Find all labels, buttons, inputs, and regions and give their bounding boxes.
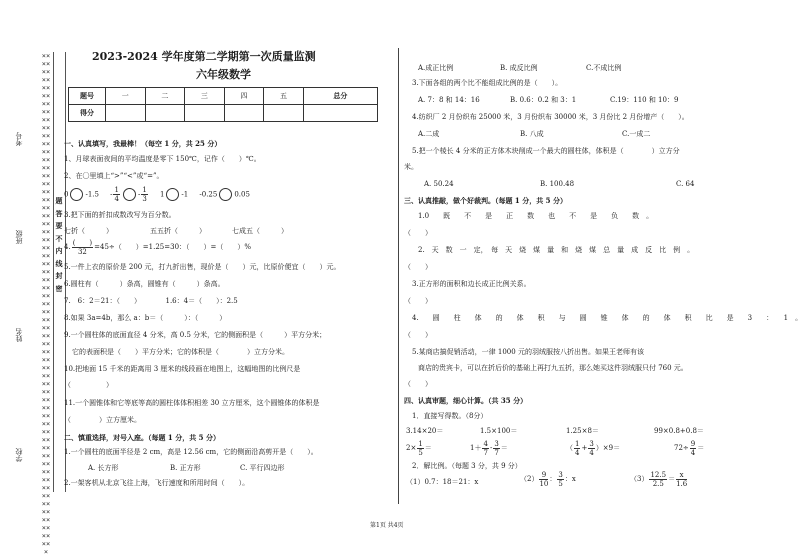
score-header-cell: 一 (106, 88, 146, 105)
choice-3-option-c[interactable]: C.19：110 和 10：9 (610, 96, 679, 104)
choice-question-5-line-2: 米。 (404, 163, 418, 171)
judge-2: 2. 天 数 一 定， 每 天 烧 煤 量 和 烧 煤 总 量 成 反 比 例 。 (418, 246, 695, 254)
question-number: 4. (64, 243, 71, 251)
compare-value: -0.25 (199, 190, 218, 199)
fraction (588, 440, 594, 457)
fraction (690, 440, 696, 457)
numerator: ( ) (72, 238, 93, 247)
question-2: 2、在〇里填上“>”“<”或“=”。 (64, 172, 164, 180)
question-6: 6.圆柱有（ ）条高，圆锥有（ ）条高。 (64, 280, 225, 288)
score-header-cell: 题号 (69, 88, 106, 105)
calc-part-2-title: 2．解比例。（每题 3 分，共 9 分） (412, 462, 522, 470)
question-10-line-1: 10.把地面 15 千米的距离用 3 厘米的线段画在地图上，这幅地图的比例尺是 (64, 365, 301, 373)
score-cell[interactable] (303, 105, 377, 122)
numerator: 1 (418, 439, 423, 448)
question-3a: 七折（ ） (64, 227, 113, 235)
choice-2-option-c[interactable]: C.不成比例 (586, 64, 622, 72)
judge-1: 1.0 既 不 是 正 数 也 不 是 负 数 。 (418, 212, 654, 220)
choice-5-option-c[interactable]: C. 64 (676, 180, 695, 188)
choice-2-option-b[interactable]: B. 成反比例 (500, 64, 538, 72)
judge-2-answer[interactable]: （ ） (404, 263, 432, 271)
compare-circle[interactable] (70, 188, 83, 201)
column-divider (398, 48, 399, 504)
fraction (482, 440, 488, 457)
numerator: x (676, 471, 687, 480)
score-header-cell: 二 (145, 88, 185, 105)
strip-char: 线 (55, 259, 63, 268)
denominator: 10 (539, 479, 549, 488)
question-2-comparisons (64, 186, 250, 203)
calc-item: 99×0.8+0.8＝ (654, 427, 704, 435)
label-class: 班级 (15, 230, 23, 244)
compare-value: -1.5 (85, 190, 99, 199)
choice-4-option-c[interactable]: C.一成二 (622, 130, 651, 138)
question-8: 8.如果 3a=4b，那么 a：b＝（ ）：（ ） (64, 314, 227, 322)
fraction (72, 239, 93, 256)
judge-5-line-2: 商店的贵宾卡，可以在折后价的基础上再打九五折，那么她买这件羽绒服只付 760 元。 (418, 364, 688, 372)
score-header-cell: 五 (264, 88, 304, 105)
denominator: 4 (589, 448, 594, 457)
strip-char: 题 (55, 197, 63, 205)
numerator: 3 (494, 439, 499, 448)
denominator: 2.5 (652, 479, 664, 488)
calc-part-1-title: 1．直接写得数。（8分） (412, 412, 488, 420)
fraction (141, 186, 147, 203)
page-title: 2023-2024 学年度第二学期第一次质量监测 (92, 50, 316, 63)
section-2-title: 二、慎重选择，对号入座。（每题 1 分，共 5 分） (64, 433, 220, 442)
choice-5-option-a[interactable]: A. 50.24 (424, 180, 454, 188)
minus-sign: - (137, 190, 141, 199)
calc-item-fraction: 1＋ $\frac{4}{7}$ - $\frac{3}{7}$ ＝ (470, 439, 508, 457)
strip-char: 答 (55, 209, 63, 218)
judge-4-answer[interactable]: （ ） (404, 331, 432, 339)
score-cell[interactable] (145, 105, 185, 122)
choice-5-option-b[interactable]: B. 100.48 (540, 180, 575, 188)
choice-3-option-b[interactable]: B. 0.6：0.2 和 3：1 (510, 96, 577, 104)
numerator: 9 (539, 471, 548, 480)
denominator: 1.6 (676, 479, 688, 488)
question-10-line-2: （ ） (64, 381, 113, 389)
minus-sign: - (110, 190, 113, 199)
calc-text: ）×9＝ (595, 444, 621, 452)
score-cell[interactable] (224, 105, 264, 122)
fraction (676, 471, 687, 488)
choice-question-5-line-1: 5.把一个棱长 4 分米的正方体木块削成一个最大的圆柱体，体积是（ ）立方分 (412, 147, 680, 155)
score-row-label: 得分 (69, 105, 106, 122)
numerator: 9 (690, 439, 696, 448)
choice-4-option-a[interactable]: A.二成 (418, 130, 440, 138)
judge-1-answer[interactable]: （ ） (404, 229, 432, 237)
compare-value: 0 (64, 190, 69, 199)
calc-item: 1.5×100＝ (480, 427, 518, 435)
compare-circle[interactable] (219, 188, 232, 201)
compare-value: -1 (181, 190, 189, 199)
question-4 (64, 236, 251, 258)
denominator: 4 (690, 448, 696, 457)
choice-1-option-a[interactable]: A. 长方形 (88, 464, 119, 472)
calc-text: （ (566, 444, 573, 452)
calc-text: （3） (630, 475, 649, 483)
numerator: 1 (114, 186, 119, 194)
question-11-line-1: 11.一个圆锥体和它等底等高的圆柱体体积相差 30 立方厘米，这个圆锥体的体积是 (64, 399, 320, 407)
proportion-2: （2） $\frac{9}{10}$ ： $\frac{3}{5}$ ：x (520, 470, 576, 488)
denominator: 5 (418, 448, 423, 457)
page-subtitle: 六年级数学 (196, 68, 251, 81)
choice-question-1: 1.一个圆柱的底面半径是 2 cm，高是 12.56 cm，它的侧面沿高剪开是（ ）。 (64, 448, 318, 456)
choice-3-option-a[interactable]: A. 7：8 和 14：16 (418, 96, 480, 104)
strip-char: 内 (55, 247, 63, 255)
numerator: 1 (575, 439, 580, 448)
score-cell[interactable] (264, 105, 304, 122)
fraction (113, 186, 119, 203)
proportion-3: （3） $\frac{12.5}{2.5}$ ＝ $\frac{x}{1.6}$ (630, 470, 688, 488)
score-header-cell: 三 (185, 88, 225, 105)
strip-char: 要 (55, 222, 63, 230)
fraction (417, 440, 423, 457)
calc-item: 1.25×8＝ (566, 427, 599, 435)
judge-5-line-1: 5.某商店搞促销活动，一律 1000 元的羽绒服按八折出售。如果王老师有该 (412, 348, 644, 356)
choice-1-option-b[interactable]: B. 正方形 (170, 464, 201, 472)
judge-4: 4. 圆 柱 体 的 体 积 与 圆 锥 体 的 体 积 比 是 3 ： 1 。 (412, 314, 802, 322)
judge-3-answer[interactable]: （ ） (404, 297, 432, 305)
choice-question-3: 3.下面各组的两个比不能组成比例的是（ ）。 (412, 79, 563, 87)
question-3c: 七成五（ ） (232, 227, 288, 235)
denominator: 7 (483, 448, 488, 457)
score-header-cell: 总分 (303, 88, 377, 105)
label-exam-number: 考号 (15, 132, 23, 146)
calc-text: 1＋ (470, 444, 482, 452)
numerator: 1 (142, 186, 147, 194)
denominator: 4 (575, 448, 580, 457)
calc-item-fraction: 2× $\frac{1}{5}$ ＝ (406, 439, 432, 457)
fraction (493, 440, 499, 457)
judge-5-answer[interactable]: （ ） (404, 380, 432, 388)
section-1-title: 一、认真填写，我最棒！（每空 1 分，共 25 分） (64, 139, 222, 148)
question-11-line-2: （ ）立方厘米。 (64, 416, 141, 424)
fraction (539, 471, 548, 488)
question-5: 5.一件上衣的原价是 200 元，打九折出售，现价是（ ）元，比原价便宜（ ）元。 (64, 263, 341, 271)
strip-char: 密 (55, 284, 63, 293)
strip-char: 不 (55, 234, 63, 243)
numerator: 12.5 (650, 470, 667, 479)
fraction (574, 440, 580, 457)
calc-text: 2× (406, 444, 417, 452)
section-4-title: 四、认真审题，细心计算。（共 35 分） (404, 396, 528, 405)
page-number: 第1页 共4页 (370, 522, 404, 529)
choice-4-option-b[interactable]: B. 八成 (520, 130, 544, 138)
calc-item-fraction: 72÷ $\frac{9}{4}$ ＝ (674, 439, 705, 457)
fraction (649, 471, 667, 488)
label-school: 学校 (15, 448, 23, 462)
score-table (68, 87, 378, 122)
compare-circle[interactable] (166, 188, 179, 201)
choice-2-option-a[interactable]: A.成正比例 (418, 64, 454, 72)
denominator: 3 (142, 195, 147, 203)
judge-3: 3.正方形的面积和边长成正比例关系。 (412, 280, 531, 288)
binding-margin-border: ××××××××××××××××××××××××××××××××××××××××××××××××××××××××××××××××××××××××××××××××××××××××××××××××××××××××××××××××××××××××××××× (41, 52, 51, 556)
calc-text: （2） (520, 475, 539, 483)
compare-circle[interactable] (123, 188, 136, 201)
denominator: 7 (494, 448, 499, 457)
calc-item: 3.14×20＝ (406, 427, 444, 435)
compare-value: 1 (159, 190, 165, 199)
score-cell[interactable] (185, 105, 225, 122)
question-4-text: =45÷（ ）=1.25=30：（ ）=（ ）% (94, 243, 252, 251)
binding-warning-strip (54, 195, 64, 295)
score-header-cell: 四 (224, 88, 264, 105)
calc-text: ：x (564, 475, 576, 483)
denominator: 32 (77, 247, 87, 256)
question-9-line-1: 9.一个圆柱体的底面直径 4 分米，高 0.5 分米，它的侧面积是（ ）平方分米； (64, 331, 327, 339)
question-3: 3.把下面的折扣成数改写为百分数。 (64, 211, 176, 219)
section-3-title: 三、认真推敲，做个好裁判。（每题 1 分，共 5 分） (404, 196, 567, 205)
choice-question-4: 4.纺织厂 2 月份织布 25000 米，3 月份织布 30000 米，3 月份比 2 月份增产（ ）。 (412, 113, 689, 121)
question-7: 7. 6：2＝21：（ ） 1.6：4＝（ ）：2.5 (64, 297, 238, 305)
numerator: 3 (589, 439, 594, 448)
strip-char: 封 (55, 272, 63, 280)
numerator: 3 (558, 470, 563, 479)
numerator: 4 (483, 439, 488, 448)
question-9-line-2: 它的表面积是（ ）平方分米；它的体积是（ ）立方分米。 (72, 348, 289, 356)
score-cell[interactable] (106, 105, 146, 122)
choice-question-2: 2.一架客机从北京飞往上海，飞行速度和所用时间（ ）。 (64, 479, 250, 487)
calc-item-fraction: （ $\frac{1}{4}$ + $\frac{3}{4}$ ）×9＝ (566, 439, 621, 457)
denominator: 4 (114, 195, 119, 203)
compare-value: 0.05 (234, 190, 250, 199)
calc-text: 72÷ (674, 444, 689, 452)
proportion-1: （1）0.7：18＝21：x (406, 478, 479, 486)
choice-1-option-c[interactable]: C. 平行四边形 (240, 464, 285, 472)
question-3b: 五五折（ ） (150, 227, 206, 235)
question-1: 1、月球表面夜间的平均温度是零下 150℃，记作（ ）℃。 (64, 155, 261, 163)
fraction (557, 471, 563, 488)
label-name: 姓名 (15, 328, 23, 342)
binding-line-inner (64, 52, 69, 492)
denominator: 5 (558, 479, 563, 488)
